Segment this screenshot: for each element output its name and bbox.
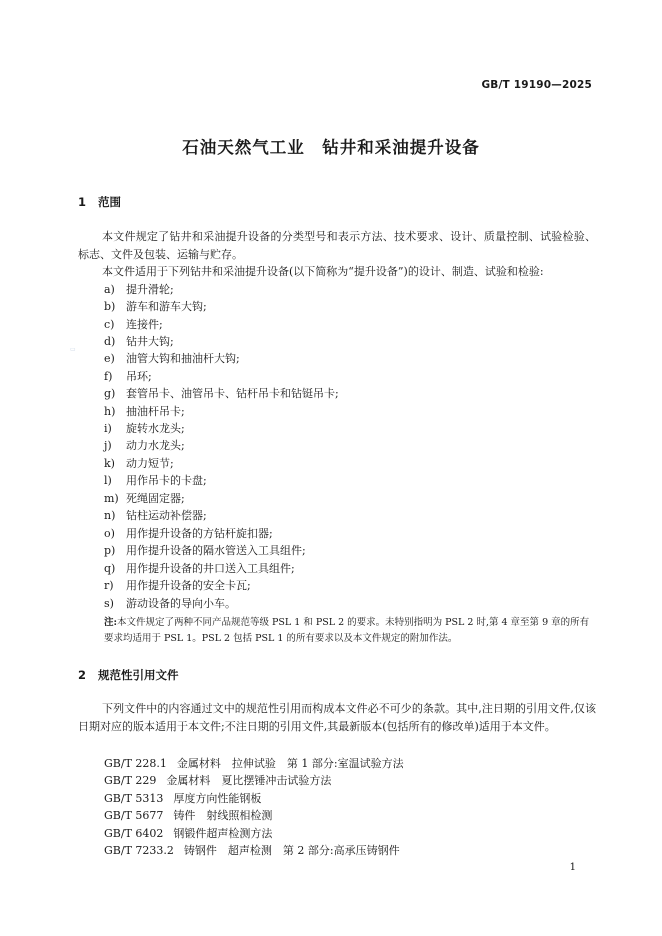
list-item-label: q) — [104, 562, 116, 575]
page-number: 1 — [569, 862, 576, 873]
reference-title: 铸钢件 超声检测 第 2 部分:高承压铸钢件 — [183, 844, 400, 857]
list-item — [104, 455, 174, 471]
list-item — [104, 385, 339, 401]
list-item-label: n) — [104, 509, 116, 522]
list-item-label: e) — [104, 352, 115, 365]
list-item — [104, 507, 207, 523]
list-item-text: 油管大钩和抽油杆大钩; — [126, 352, 240, 365]
list-item — [104, 350, 240, 366]
reference-code: GB/T 7233.2 — [104, 844, 174, 857]
list-item-label: j) — [104, 439, 112, 452]
list-item-label: d) — [104, 335, 116, 348]
list-item-label: m) — [104, 492, 119, 505]
list-item — [104, 472, 207, 488]
list-item-text: 用作提升设备的方钻杆旋扣器; — [126, 527, 273, 540]
list-item-text: 提升滑轮; — [126, 283, 174, 296]
section-2-title: 规范性引用文件 — [98, 668, 179, 682]
list-item — [104, 420, 185, 436]
scope-paragraph-2: 本文件适用于下列钻井和采油提升设备(以下简称为“提升设备”)的设计、制造、试验和检验: — [102, 265, 544, 278]
list-item — [104, 490, 185, 506]
reference-entry — [104, 755, 404, 771]
document-title: 石油天然气工业 钻井和采油提升设备 — [182, 138, 480, 157]
list-item-text: 用作提升设备的隔水管送入工具组件; — [126, 544, 306, 557]
list-item — [104, 437, 185, 453]
section-1-heading — [78, 194, 121, 210]
list-item — [104, 542, 306, 558]
list-item-label: i) — [104, 422, 112, 435]
list-item-text: 用作提升设备的安全卡瓦; — [126, 579, 251, 592]
reference-code: GB/T 229 — [104, 774, 157, 787]
list-item-label: b) — [104, 300, 116, 313]
list-item-label: o) — [104, 527, 115, 540]
note-label: 注: — [104, 617, 118, 628]
reference-code: GB/T 228.1 — [104, 757, 167, 770]
scope-paragraph-1: 本文件规定了钻井和采油提升设备的分类型号和表示方法、技术要求、设计、质量控制、试验检验、标志、文件及包装、运输与贮存。 — [78, 230, 596, 261]
list-item — [104, 595, 236, 611]
list-item-label: h) — [104, 405, 116, 418]
list-item-text: 连接件; — [126, 318, 163, 331]
list-item-label: p) — [104, 544, 116, 557]
list-item — [104, 281, 174, 297]
list-item — [104, 298, 207, 314]
section-2-heading — [78, 667, 179, 683]
list-item — [104, 403, 185, 419]
reference-entry — [104, 772, 331, 788]
reference-title: 金属材料 拉伸试验 第 1 部分:室温试验方法 — [176, 757, 404, 770]
list-item-text: 用作吊卡的卡盘; — [126, 474, 207, 487]
list-item-label: a) — [104, 283, 115, 296]
reference-title: 铸件 射线照相检测 — [173, 809, 273, 822]
reference-title: 钢锻件超声检测方法 — [173, 827, 273, 840]
list-item — [104, 577, 251, 593]
reference-code: GB/T 5677 — [104, 809, 164, 822]
section-2-number: 2 — [78, 668, 87, 682]
scope-note — [104, 615, 596, 647]
reference-title: 金属材料 夏比摆锤冲击试验方法 — [166, 774, 332, 787]
watermark-stamp: ▭ — [70, 346, 76, 353]
list-item-text: 死绳固定器; — [126, 492, 185, 505]
reference-entry — [104, 842, 400, 858]
list-item-label: f) — [104, 370, 113, 383]
section-1-title: 范围 — [98, 195, 121, 209]
list-item-text: 抽油杆吊卡; — [126, 405, 185, 418]
list-item — [104, 525, 273, 541]
normative-references-paragraph: 下列文件中的内容通过文中的规范性引用而构成本文件必不可少的条款。其中,注日期的引用文件,仅该日期对应的版本适用于本文件;不注日期的引用文件,其最新版本(包括所有的修改单)适用于本文件。 — [78, 702, 596, 733]
reference-entry — [104, 825, 272, 841]
list-item — [104, 316, 163, 332]
list-item — [104, 560, 295, 576]
list-item-text: 吊环; — [126, 370, 152, 383]
list-item-text: 钻柱运动补偿器; — [126, 509, 207, 522]
note-text: 本文件规定了两种不同产品规范等级 PSL 1 和 PSL 2 的要求。未特别指明为 PSL 2 时,第 4 章至第 9 章的所有要求均适用于 PSL 1。PSL 2 包括 PSL 1 的所有要求以及本文件规定的附加作法。 — [104, 617, 590, 644]
list-item-text: 游车和游车大钩; — [126, 300, 207, 313]
reference-entry — [104, 790, 261, 806]
list-item-label: s) — [104, 597, 114, 610]
list-item-label: c) — [104, 318, 115, 331]
standard-code: GB/T 19190—2025 — [481, 79, 592, 91]
list-item-label: l) — [104, 474, 112, 487]
list-item — [104, 368, 152, 384]
reference-code: GB/T 5313 — [104, 792, 164, 805]
list-item-label: k) — [104, 457, 115, 470]
list-item-text: 旋转水龙头; — [126, 422, 185, 435]
reference-code: GB/T 6402 — [104, 827, 164, 840]
list-item-text: 游动设备的导向小车。 — [126, 597, 236, 610]
reference-title: 厚度方向性能钢板 — [173, 792, 262, 805]
list-item-text: 动力水龙头; — [126, 439, 185, 452]
list-item-text: 套管吊卡、油管吊卡、钻杆吊卡和钻铤吊卡; — [126, 387, 339, 400]
list-item-label: r) — [104, 579, 114, 592]
list-item-text: 钻井大钩; — [126, 335, 174, 348]
list-item-text: 动力短节; — [126, 457, 174, 470]
list-item-text: 用作提升设备的井口送入工具组件; — [126, 562, 295, 575]
list-item-label: g) — [104, 387, 116, 400]
list-item — [104, 333, 174, 349]
reference-entry — [104, 807, 272, 823]
section-1-number: 1 — [78, 195, 87, 209]
